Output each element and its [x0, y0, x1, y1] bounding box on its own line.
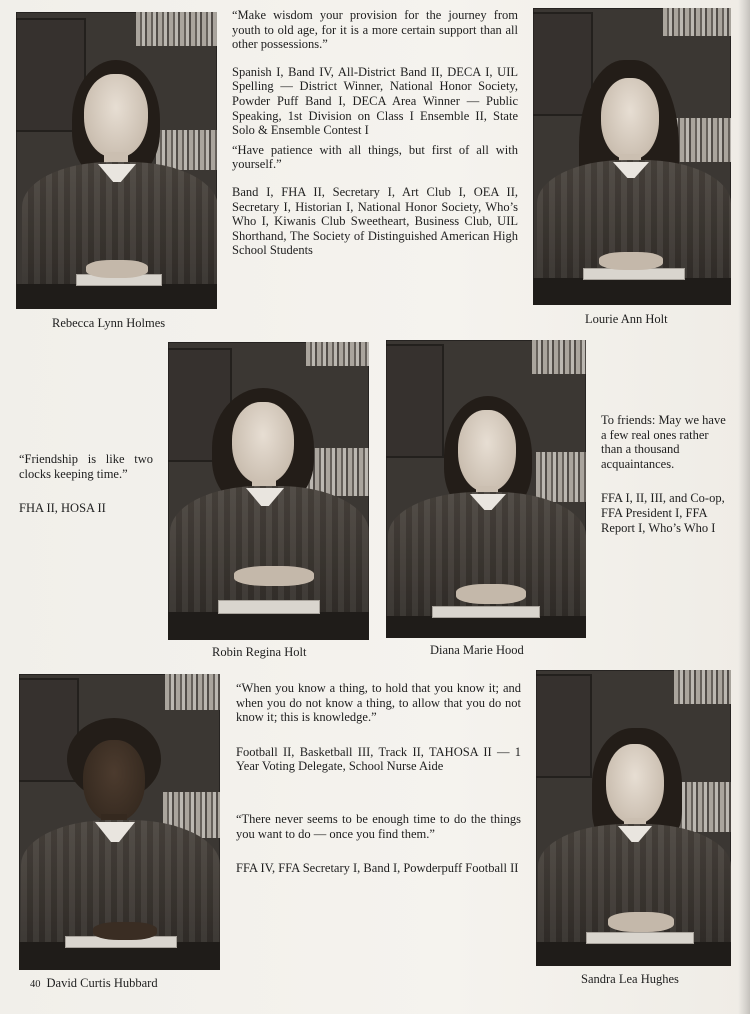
student-name-diana: Diana Marie Hood — [430, 643, 524, 657]
student-text-diana — [601, 413, 732, 535]
student-text-robin — [19, 452, 153, 516]
student-quote: To friends: May we have a few real ones rather than a thousand acquaintances. — [601, 413, 726, 471]
student-quote: “Friendship is like two clocks keeping time.” — [19, 452, 153, 481]
student-activities: FHA II, HOSA II — [19, 501, 106, 516]
student-quote: “Have patience with all things, but first of all with yourself.” — [232, 142, 518, 172]
student-quote: “There never seems to be enough time to do the things you want to do — once you find them.” — [236, 811, 521, 841]
portrait-photo-lourie — [533, 8, 731, 305]
student-activities: Football II, Basketball III, Track II, TAHOSA II — 1 Year Voting Delegate, School Nurse Aide — [236, 744, 521, 774]
portrait-photo-sandra — [536, 670, 731, 966]
student-text-david — [236, 681, 521, 876]
student-activities: FFA I, II, III, and Co-op, FFA President I, FFA Report I, Who’s Who I — [601, 491, 725, 535]
portrait-photo-david — [19, 674, 220, 970]
student-activities: Band I, FHA II, Secretary I, Art Club I, OEA II, Secretary I, Historian I, National Honor Society, Who’s Who I, Kiwanis Club Sweetheart, Business Club, UIL Shorthand, The Society of Distinguished American High School Students — [232, 184, 518, 258]
student-quote: “Make wisdom your provision for the journey from youth to old age, for it is a more certain support than all other possessions.” — [232, 8, 518, 52]
page-spine-shadow — [738, 0, 750, 1014]
portrait-photo-diana — [386, 340, 586, 638]
page-footer — [30, 976, 158, 992]
page-number: 40 — [30, 979, 41, 990]
student-name-david: David Curtis Hubbard — [46, 976, 158, 990]
student-name-robin: Robin Regina Holt — [212, 645, 307, 659]
student-activities: Spanish I, Band IV, All-District Band II, DECA I, UIL Spelling — District Winner, National Honor Society, Powder Puff Band I, DECA Area Winner — Public Speaking, 1st Division on Class I Ensemble II, State Solo & Ensemble Contest I — [232, 64, 518, 138]
student-text-rebecca — [232, 8, 518, 258]
portrait-photo-robin — [168, 342, 369, 640]
student-name-rebecca: Rebecca Lynn Holmes — [52, 316, 166, 330]
student-quote: “When you know a thing, to hold that you know it; and when you do not know a thing, to allow that you do not know it; this is knowledge.” — [236, 681, 521, 725]
portrait-photo-rebecca — [16, 12, 217, 309]
student-name-lourie: Lourie Ann Holt — [585, 312, 668, 326]
student-activities: FFA IV, FFA Secretary I, Band I, Powderpuff Football II — [236, 861, 519, 876]
student-name-sandra: Sandra Lea Hughes — [581, 972, 679, 986]
